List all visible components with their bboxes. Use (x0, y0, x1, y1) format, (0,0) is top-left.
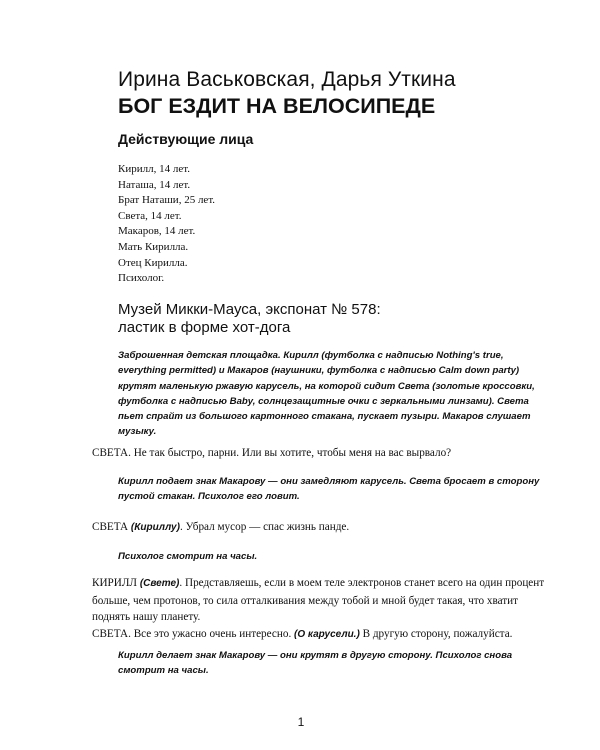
cast-item: Отец Кирилла. (118, 256, 188, 269)
dialogue-line (92, 445, 532, 462)
stage-line: Кирилл подает знак Макарову — они замедляют карусель. Света бросает в сторону (118, 476, 540, 487)
authors: Ирина Васьковская, Дарья Уткина (118, 68, 456, 91)
dialogue-text: СВЕТА. Не так быстро, парни. Или вы хотите, чтобы меня на вас вырвало? (92, 447, 452, 459)
stage-line: музыку. (118, 426, 157, 438)
parenthetical: (Кириллу) (130, 522, 180, 533)
dialogue-line (92, 575, 545, 643)
cast-list (118, 162, 215, 287)
dialogue-text: больше, чем протонов, то сила отталкивания между тобой и мной будет такая, что хватит (92, 594, 519, 607)
play-title: БОГ ЕЗДИТ НА ВЕЛОСИПЕДЕ (118, 94, 436, 118)
cast-item: Макаров, 14 лет. (118, 225, 196, 238)
dialogue-text: поднять нашу планету. (92, 611, 201, 623)
stage-line: пьет спрайт из большого картонного стакана, пускает пузыри. Макаров слушает (118, 411, 531, 423)
scene-title (118, 301, 538, 336)
stage-line: everything permitted) и Макаров (наушники, футболка с надписью Calm down party) (118, 365, 520, 377)
page-number: 1 (297, 715, 305, 729)
stage-line: пустой стакан. Психолог его ловит. (118, 491, 300, 503)
parenthetical: (О карусели.) (294, 628, 360, 640)
dialogue-text (92, 575, 545, 593)
stage-direction (118, 348, 535, 440)
stage-line: футболка с надписью Baby, солнцезащитные очки с зеркальными линзами). Света (118, 395, 529, 407)
stage-line: крутят маленькую ржавую карусель, на которой сидит Света (золотые кроссовки, (118, 380, 535, 392)
speech: СВЕТА. Все это ужасно очень интересно. (92, 627, 292, 640)
speech: В другую сторону, пожалуйста. (362, 627, 513, 640)
cast-heading: Действующие лица (118, 131, 254, 147)
cast-item: Кирилл, 14 лет. (118, 163, 190, 175)
cast-item: Брат Наташи, 25 лет. (118, 194, 216, 207)
cast-item: Психолог. (118, 272, 165, 285)
dialogue-text (92, 626, 532, 644)
parenthetical: (Свете) (139, 578, 180, 589)
stage-direction (118, 648, 513, 679)
scene-title-line: Музей Микки-Мауса, экспонат № 578: (118, 301, 381, 318)
speech: . Убрал мусор — спас жизнь панде. (179, 521, 350, 533)
scene-title-line: ластик в форме хот-дога (118, 318, 291, 336)
stage-line: Психолог смотрит на часы. (118, 551, 258, 562)
speaker-name: СВЕТА (92, 521, 129, 533)
dialogue-text (92, 519, 532, 537)
stage-direction (118, 549, 488, 564)
stage-line: Заброшенная детская площадка. Кирилл (футболка с надписью Nothing's true, (118, 350, 504, 361)
cast-item: Мать Кирилла. (118, 240, 189, 253)
dialogue-line (92, 519, 532, 537)
stage-direction (118, 474, 540, 505)
speech: . Представляешь, если в моем теле электронов станет всего на один процент (179, 577, 545, 589)
stage-line: смотрит на часы. (118, 665, 209, 677)
cast-item: Наташа, 14 лет. (118, 178, 191, 191)
speaker-name: КИРИЛЛ (92, 577, 138, 589)
cast-item: Света, 14 лет. (118, 209, 182, 222)
stage-line: Кирилл делает знак Макарову — они крутят в другую сторону. Психолог снова (118, 650, 513, 661)
